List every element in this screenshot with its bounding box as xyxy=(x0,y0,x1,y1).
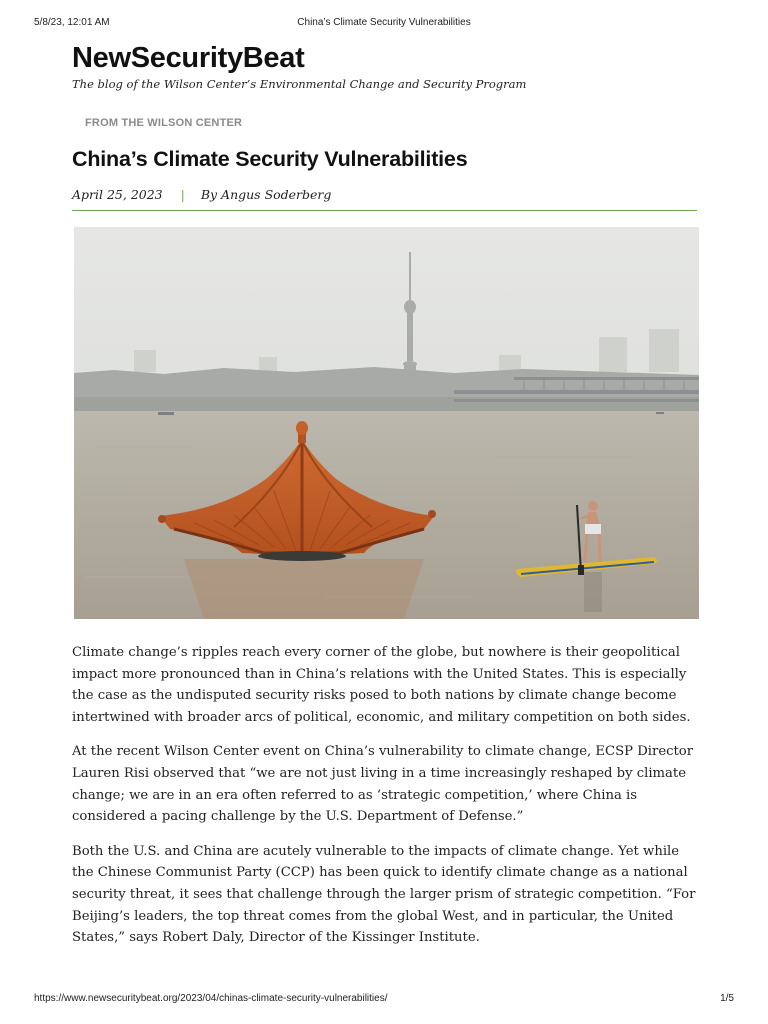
title-divider xyxy=(72,210,697,211)
site-title[interactable]: NewSecurityBeat xyxy=(72,42,305,74)
paragraph: At the recent Wilson Center event on China’s vulnerability to climate change, ECSP Director Lauren Risi observed that “we are not just living in a time increasingly reshaped by climate change; we are in an era often referred to as ‘strategic competition,’ where China is considered a pacing challenge by the U.S. Department of Defense.” xyxy=(72,744,694,825)
paragraph: Climate change’s ripples reach every corner of the globe, but nowhere is their geopolitical impact more pronounced than in China’s relations with the United States. This is especially the case as the undisputed security risks posed to both nations by climate change become intertwined with broader arcs of political, economic, and military competition on both sides. xyxy=(72,645,691,725)
byline-separator: | xyxy=(180,187,185,202)
print-url[interactable]: https://www.newsecuritybeat.org/2023/04/chinas-climate-security-vulnerabilities/ xyxy=(34,993,388,1004)
site-tagline: The blog of the Wilson Center’s Environmental Change and Security Program xyxy=(72,77,527,91)
byline xyxy=(72,187,331,202)
article-title: China’s Climate Security Vulnerabilities xyxy=(72,147,468,171)
page-number: 1/5 xyxy=(720,993,734,1004)
print-doc-title: China’s Climate Security Vulnerabilities xyxy=(297,17,471,28)
article-date: April 25, 2023 xyxy=(72,187,163,202)
article-author[interactable]: By Angus Soderberg xyxy=(200,187,332,202)
print-footer xyxy=(34,993,734,1007)
article-body xyxy=(72,642,700,962)
category-link[interactable]: FROM THE WILSON CENTER xyxy=(85,117,243,129)
print-datetime: 5/8/23, 12:01 AM xyxy=(34,17,110,28)
print-header xyxy=(34,17,734,31)
hero-image xyxy=(74,227,699,619)
paragraph: Both the U.S. and China are acutely vulnerable to the impacts of climate change. Yet while the Chinese Communist Party (CCP) has been quick to identify climate change as a national security threat, it sees that challenge through the larger prism of strategic competition. “For Beijing’s leaders, the top threat comes from the global West, and in particular, the United States,” says Robert Daly, Director of the Kissinger Institute. xyxy=(72,843,696,946)
